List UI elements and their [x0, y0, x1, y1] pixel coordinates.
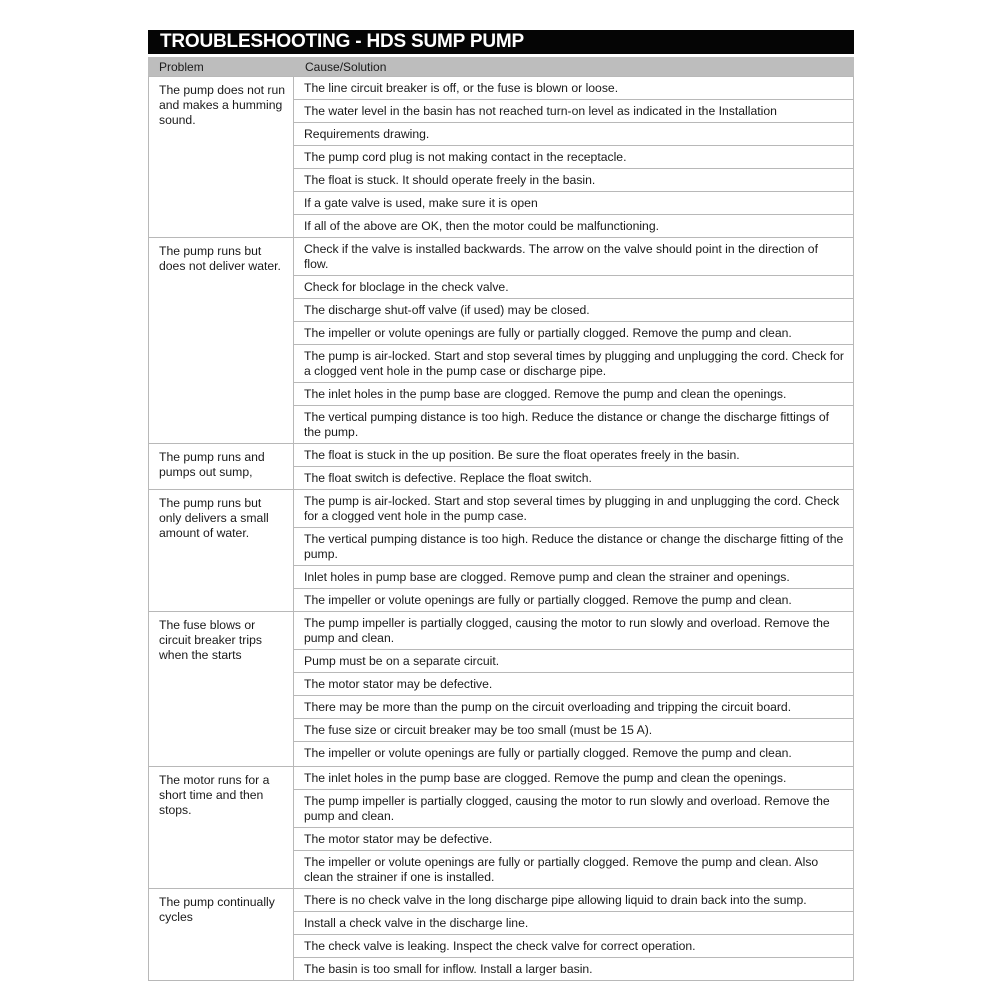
table-row [149, 612, 854, 650]
problem-cell: The pump does not run and makes a humming sound. [149, 77, 294, 238]
solution-cell: The float is stuck. It should operate freely in the basin. [294, 169, 854, 192]
solution-cell: The inlet holes in the pump base are clogged. Remove the pump and clean the openings. [294, 383, 854, 406]
solution-cell: The basin is too small for inflow. Install a larger basin. [294, 958, 854, 981]
solution-cell: The line circuit breaker is off, or the fuse is blown or loose. [294, 77, 854, 100]
solution-cell: Install a check valve in the discharge line. [294, 912, 854, 935]
solution-cell: There may be more than the pump on the circuit overloading and tripping the circuit board. [294, 696, 854, 719]
solution-cell: The pump cord plug is not making contact in the receptacle. [294, 146, 854, 169]
problem-cell: The pump continually cycles [149, 889, 294, 981]
solution-cell: The motor stator may be defective. [294, 673, 854, 696]
problem-cell: The fuse blows or circuit breaker trips when the starts [149, 612, 294, 767]
troubleshooting-document [148, 30, 854, 981]
problem-column-header: Problem [159, 59, 204, 74]
solution-cell: The check valve is leaking. Inspect the check valve for correct operation. [294, 935, 854, 958]
solution-cell: If a gate valve is used, make sure it is open [294, 192, 854, 215]
solution-cell: If all of the above are OK, then the motor could be malfunctioning. [294, 215, 854, 238]
solution-cell: The discharge shut-off valve (if used) may be closed. [294, 299, 854, 322]
table-row [149, 77, 854, 100]
problem-cell: The pump runs but only delivers a small amount of water. [149, 490, 294, 612]
solution-cell: Pump must be on a separate circuit. [294, 650, 854, 673]
solution-column-header: Cause/Solution [305, 59, 387, 74]
table-row [149, 490, 854, 528]
solution-cell: The impeller or volute openings are fully or partially clogged. Remove the pump and clean. [294, 322, 854, 345]
solution-cell: Inlet holes in pump base are clogged. Remove pump and clean the strainer and openings. [294, 566, 854, 589]
document-title: TROUBLESHOOTING - HDS SUMP PUMP [148, 30, 854, 54]
solution-cell: The fuse size or circuit breaker may be too small (must be 15 A). [294, 719, 854, 742]
solution-cell: The impeller or volute openings are fully or partially clogged. Remove the pump and clean. [294, 589, 854, 612]
problem-cell: The pump runs and pumps out sump, [149, 444, 294, 490]
solution-cell: The impeller or volute openings are fully or partially clogged. Remove the pump and clean. Also clean the strainer if one is installed. [294, 851, 854, 889]
solution-cell: Check for bloclage in the check valve. [294, 276, 854, 299]
table-row [149, 767, 854, 790]
solution-cell: The pump impeller is partially clogged, causing the motor to run slowly and overload. Remove the pump and clean. [294, 790, 854, 828]
solution-cell: There is no check valve in the long discharge pipe allowing liquid to drain back into the sump. [294, 889, 854, 912]
solution-cell: Check if the valve is installed backwards. The arrow on the valve should point in the direction of flow. [294, 238, 854, 276]
solution-cell: The float switch is defective. Replace the float switch. [294, 467, 854, 490]
solution-cell: The pump is air-locked. Start and stop several times by plugging and unplugging the cord. Check for a clogged vent hole in the pump case or discharge pipe. [294, 345, 854, 383]
solution-cell: The float is stuck in the up position. Be sure the float operates freely in the basin. [294, 444, 854, 467]
solution-cell: The pump impeller is partially clogged, causing the motor to run slowly and overload. Remove the pump and clean. [294, 612, 854, 650]
problem-cell: The pump runs but does not deliver water. [149, 238, 294, 444]
table-row [149, 238, 854, 276]
solution-cell: The impeller or volute openings are fully or partially clogged. Remove the pump and clean. [294, 742, 854, 767]
solution-cell: The motor stator may be defective. [294, 828, 854, 851]
troubleshooting-table [148, 76, 854, 981]
solution-cell: The vertical pumping distance is too high. Reduce the distance or change the discharge fittings of the pump. [294, 406, 854, 444]
solution-cell: Requirements drawing. [294, 123, 854, 146]
table-header [148, 57, 854, 76]
problem-cell: The motor runs for a short time and then stops. [149, 767, 294, 889]
solution-cell: The vertical pumping distance is too high. Reduce the distance or change the discharge fitting of the pump. [294, 528, 854, 566]
solution-cell: The inlet holes in the pump base are clogged. Remove the pump and clean the openings. [294, 767, 854, 790]
solution-cell: The pump is air-locked. Start and stop several times by plugging in and unplugging the cord. Check for a clogged vent hole in the pump case. [294, 490, 854, 528]
table-row [149, 889, 854, 912]
solution-cell: The water level in the basin has not reached turn-on level as indicated in the Installation [294, 100, 854, 123]
table-row [149, 444, 854, 467]
